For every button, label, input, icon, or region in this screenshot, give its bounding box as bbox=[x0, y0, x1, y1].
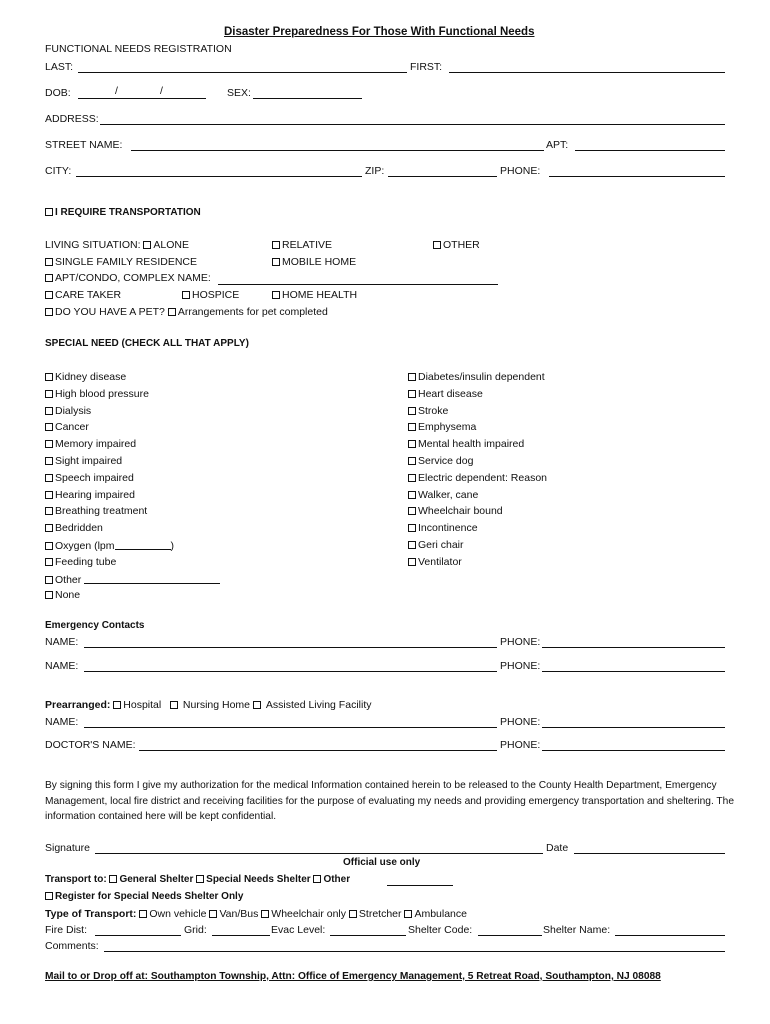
checkbox-icon[interactable] bbox=[170, 701, 178, 709]
need-label: Bedridden bbox=[55, 522, 103, 535]
signature-label: Signature bbox=[45, 842, 90, 854]
need-item[interactable] bbox=[45, 557, 116, 568]
need-item[interactable] bbox=[408, 406, 448, 417]
emergency-name-field[interactable] bbox=[84, 671, 497, 672]
need-item[interactable] bbox=[408, 389, 483, 400]
checkbox-icon[interactable] bbox=[408, 407, 416, 415]
street-field[interactable] bbox=[131, 150, 544, 151]
prearranged-phone-field[interactable] bbox=[542, 727, 725, 728]
transportation-label: I REQUIRE TRANSPORTATION bbox=[55, 207, 201, 218]
shelter-name-label: Shelter Name: bbox=[543, 924, 611, 936]
emergency-phone-label: PHONE: bbox=[500, 636, 541, 648]
need-label: Geri chair bbox=[418, 539, 464, 551]
home-health-label: HOME HEALTH bbox=[282, 289, 358, 301]
first-name-label: FIRST: bbox=[410, 61, 443, 73]
checkbox-icon[interactable] bbox=[408, 373, 416, 381]
mobile-home-option[interactable] bbox=[272, 257, 356, 268]
address-label: ADDRESS: bbox=[45, 113, 99, 125]
need-label: Emphysema bbox=[418, 421, 477, 434]
checkbox-icon[interactable] bbox=[404, 910, 412, 918]
other-need-field[interactable] bbox=[84, 574, 220, 584]
need-item[interactable] bbox=[45, 406, 91, 417]
checkbox-icon[interactable] bbox=[408, 423, 416, 431]
checkbox-icon[interactable] bbox=[113, 701, 121, 709]
last-name-label: LAST: bbox=[45, 61, 74, 73]
other-shelter-option: Other bbox=[323, 874, 351, 885]
other-shelter-field[interactable] bbox=[387, 885, 453, 886]
last-name-field[interactable] bbox=[78, 72, 407, 73]
register-special-needs-label: Register for Special Needs Shelter Only bbox=[55, 891, 244, 902]
pet-question: DO YOU HAVE A PET? bbox=[55, 306, 165, 318]
evac-level-label: Evac Level: bbox=[271, 924, 326, 936]
need-label: Diabetes/insulin dependent bbox=[418, 371, 545, 383]
emergency-phone-label: PHONE: bbox=[500, 660, 541, 672]
grid-field[interactable] bbox=[212, 935, 270, 936]
fire-dist-field[interactable] bbox=[95, 935, 181, 936]
zip-label: ZIP: bbox=[365, 165, 385, 177]
need-label: Other bbox=[55, 573, 82, 586]
need-label: Breathing treatment bbox=[55, 505, 148, 518]
hospice-option[interactable] bbox=[182, 290, 239, 301]
checkbox-icon[interactable] bbox=[45, 457, 53, 465]
oxygen-close-paren: ) bbox=[170, 540, 175, 552]
need-label: Heart disease bbox=[418, 387, 483, 400]
ambulance-option: Ambulance bbox=[414, 908, 467, 920]
need-item[interactable] bbox=[45, 540, 174, 552]
need-label: Incontinence bbox=[418, 522, 478, 535]
need-item[interactable] bbox=[408, 456, 473, 467]
shelter-code-label: Shelter Code: bbox=[408, 924, 473, 936]
need-item[interactable] bbox=[45, 439, 136, 450]
other-living-label: OTHER bbox=[443, 239, 480, 251]
signature-field[interactable] bbox=[95, 853, 543, 854]
prearranged-name-field[interactable] bbox=[84, 727, 497, 728]
checkbox-icon[interactable] bbox=[45, 390, 53, 398]
need-item[interactable] bbox=[45, 473, 134, 484]
dob-separator: / bbox=[160, 85, 163, 97]
checkbox-icon[interactable] bbox=[261, 910, 269, 918]
special-needs-shelter-option: Special Needs Shelter bbox=[206, 874, 311, 885]
dob-label: DOB: bbox=[45, 87, 71, 99]
checkbox-icon[interactable] bbox=[168, 308, 176, 316]
dob-field[interactable] bbox=[78, 98, 206, 99]
general-shelter-option: General Shelter bbox=[119, 874, 194, 885]
emergency-contacts-heading: Emergency Contacts bbox=[45, 620, 145, 631]
need-label: Service dog bbox=[418, 455, 474, 467]
checkbox-icon[interactable] bbox=[253, 701, 261, 709]
checkbox-icon[interactable] bbox=[272, 258, 280, 266]
transportation-option[interactable] bbox=[45, 208, 201, 218]
checkbox-icon[interactable] bbox=[139, 910, 147, 918]
checkbox-icon[interactable] bbox=[408, 440, 416, 448]
checkbox-icon[interactable] bbox=[408, 457, 416, 465]
need-item[interactable] bbox=[408, 422, 476, 433]
need-label: Hearing impaired bbox=[55, 488, 135, 501]
need-label: Electric dependent: Reason bbox=[418, 471, 547, 484]
emergency-name-field[interactable] bbox=[84, 647, 497, 648]
checkbox-icon[interactable] bbox=[45, 591, 53, 599]
checkbox-icon[interactable] bbox=[272, 291, 280, 299]
own-vehicle-option: Own vehicle bbox=[149, 908, 207, 920]
city-field[interactable] bbox=[76, 176, 362, 177]
need-label: Kidney disease bbox=[55, 371, 127, 383]
need-item[interactable] bbox=[408, 439, 524, 450]
checkbox-icon[interactable] bbox=[196, 875, 204, 883]
need-item[interactable] bbox=[408, 523, 478, 534]
nursing-home-option: Nursing Home bbox=[182, 699, 251, 711]
checkbox-icon[interactable] bbox=[109, 875, 117, 883]
evac-level-field[interactable] bbox=[330, 935, 406, 936]
home-health-option[interactable] bbox=[272, 290, 357, 301]
checkbox-icon[interactable] bbox=[45, 208, 53, 216]
need-label: Feeding tube bbox=[55, 555, 117, 568]
checkbox-icon[interactable] bbox=[349, 910, 357, 918]
need-item[interactable] bbox=[45, 590, 80, 601]
sex-field[interactable] bbox=[253, 98, 362, 99]
mail-to-line: Mail to or Drop off at: Southampton Township, Attn: Office of Emergency Management, 5 Retreat Road, Southampton, NJ 08088 bbox=[45, 971, 661, 982]
transport-to-label: Transport to: bbox=[45, 874, 107, 885]
need-item[interactable] bbox=[45, 456, 122, 467]
date-field[interactable] bbox=[574, 853, 725, 854]
registration-heading: FUNCTIONAL NEEDS REGISTRATION bbox=[45, 43, 232, 55]
fire-dist-label: Fire Dist: bbox=[45, 924, 87, 936]
other-living-option[interactable] bbox=[433, 240, 480, 251]
mobile-home-label: MOBILE HOME bbox=[282, 256, 357, 268]
emergency-phone-field[interactable] bbox=[542, 671, 725, 672]
need-item[interactable] bbox=[45, 389, 149, 400]
alone-option: ALONE bbox=[153, 239, 190, 251]
need-label: Stroke bbox=[418, 404, 449, 417]
assisted-living-option: Assisted Living Facility bbox=[265, 699, 372, 711]
need-item[interactable] bbox=[45, 523, 103, 534]
checkbox-icon[interactable] bbox=[408, 474, 416, 482]
checkbox-icon[interactable] bbox=[45, 274, 53, 282]
pet-row bbox=[45, 307, 328, 318]
single-family-label: SINGLE FAMILY RESIDENCE bbox=[55, 256, 197, 268]
special-need-heading: SPECIAL NEED (CHECK ALL THAT APPLY) bbox=[45, 338, 249, 349]
checkbox-icon[interactable] bbox=[45, 507, 53, 515]
checkbox-icon[interactable] bbox=[45, 524, 53, 532]
emergency-name-label: NAME: bbox=[45, 636, 79, 648]
checkbox-icon[interactable] bbox=[408, 491, 416, 499]
checkbox-icon[interactable] bbox=[143, 241, 151, 249]
need-item[interactable] bbox=[408, 372, 545, 383]
need-item[interactable] bbox=[408, 473, 547, 484]
emergency-name-label: NAME: bbox=[45, 660, 79, 672]
checkbox-icon[interactable] bbox=[408, 541, 416, 549]
transport-type-row bbox=[45, 909, 467, 920]
comments-label: Comments: bbox=[45, 940, 99, 952]
doctor-name-field[interactable] bbox=[139, 750, 497, 751]
dob-separator: / bbox=[115, 85, 118, 97]
date-label: Date bbox=[546, 842, 569, 854]
checkbox-icon[interactable] bbox=[45, 308, 53, 316]
care-taker-option[interactable] bbox=[45, 290, 121, 301]
need-item[interactable] bbox=[408, 506, 503, 517]
grid-label: Grid: bbox=[184, 924, 207, 936]
checkbox-icon[interactable] bbox=[45, 407, 53, 415]
need-item[interactable] bbox=[408, 540, 464, 551]
stretcher-option: Stretcher bbox=[358, 908, 402, 920]
shelter-code-field[interactable] bbox=[478, 935, 542, 936]
zip-field[interactable] bbox=[388, 176, 497, 177]
consent-paragraph: By signing this form I give my authorization for the medical Information contained herein to be released to the County Health Department, Emergency Management, local fire district and receiving facilities for the purpose of evaluating my needs and providing emergency transportation and sheltering. The information contained here will be kept confidential. bbox=[45, 780, 734, 822]
street-label: STREET NAME: bbox=[45, 139, 123, 151]
need-label: Mental health impaired bbox=[418, 438, 525, 451]
checkbox-icon[interactable] bbox=[45, 440, 53, 448]
apt-condo-option[interactable] bbox=[45, 273, 211, 284]
need-label: Walker, cane bbox=[418, 488, 479, 501]
apt-label: APT: bbox=[546, 139, 569, 151]
checkbox-icon[interactable] bbox=[272, 241, 280, 249]
checkbox-icon[interactable] bbox=[182, 291, 190, 299]
hospital-option: Hospital bbox=[123, 699, 162, 711]
official-use-heading: Official use only bbox=[343, 857, 421, 868]
address-field[interactable] bbox=[100, 124, 725, 125]
checkbox-icon[interactable] bbox=[45, 258, 53, 266]
first-name-field[interactable] bbox=[449, 72, 725, 73]
need-label: Memory impaired bbox=[55, 438, 137, 451]
prearranged-name-label: NAME: bbox=[45, 716, 79, 728]
doctor-phone-label: PHONE: bbox=[500, 739, 541, 751]
need-label: None bbox=[55, 589, 81, 602]
living-situation-row bbox=[45, 240, 189, 251]
checkbox-icon[interactable] bbox=[45, 373, 53, 381]
need-label: Oxygen (lpm bbox=[55, 540, 115, 552]
transport-type-label: Type of Transport: bbox=[45, 908, 137, 920]
checkbox-icon[interactable] bbox=[313, 875, 321, 883]
need-label: Dialysis bbox=[55, 404, 92, 417]
sex-label: SEX: bbox=[227, 87, 251, 99]
living-situation-label: LIVING SITUATION: bbox=[45, 239, 141, 251]
checkbox-icon[interactable] bbox=[45, 423, 53, 431]
single-family-option[interactable] bbox=[45, 257, 197, 268]
need-label: Speech impaired bbox=[55, 471, 134, 484]
checkbox-icon[interactable] bbox=[408, 524, 416, 532]
prearranged-label: Prearranged: bbox=[45, 699, 111, 711]
need-label: Sight impaired bbox=[55, 455, 123, 467]
complex-name-field[interactable] bbox=[218, 284, 498, 285]
need-item[interactable] bbox=[408, 557, 462, 568]
checkbox-icon[interactable] bbox=[408, 558, 416, 566]
checkbox-icon[interactable] bbox=[45, 576, 53, 584]
oxygen-lpm-field[interactable] bbox=[115, 540, 171, 550]
comments-field[interactable] bbox=[104, 951, 725, 952]
register-special-needs-option[interactable] bbox=[45, 892, 243, 902]
checkbox-icon[interactable] bbox=[433, 241, 441, 249]
checkbox-icon[interactable] bbox=[408, 507, 416, 515]
pet-arrangements-label: Arrangements for pet completed bbox=[177, 306, 328, 318]
checkbox-icon[interactable] bbox=[45, 558, 53, 566]
hospice-label: HOSPICE bbox=[192, 289, 240, 301]
van-bus-option: Van/Bus bbox=[219, 908, 259, 920]
apt-condo-label: APT/CONDO, COMPLEX NAME: bbox=[55, 272, 211, 284]
relative-label: RELATIVE bbox=[282, 239, 332, 251]
form-title: Disaster Preparedness For Those With Functional Needs bbox=[224, 26, 535, 38]
doctor-phone-field[interactable] bbox=[542, 750, 725, 751]
checkbox-icon[interactable] bbox=[45, 474, 53, 482]
need-label: Ventilator bbox=[418, 555, 462, 568]
phone-label: PHONE: bbox=[500, 165, 541, 177]
checkbox-icon[interactable] bbox=[45, 892, 53, 900]
need-item[interactable] bbox=[408, 490, 478, 501]
emergency-phone-field[interactable] bbox=[542, 647, 725, 648]
doctor-name-label: DOCTOR'S NAME: bbox=[45, 739, 136, 751]
need-label: High blood pressure bbox=[55, 387, 149, 400]
transport-to-row bbox=[45, 875, 350, 885]
checkbox-icon[interactable] bbox=[45, 542, 53, 550]
prearranged-row bbox=[45, 700, 371, 711]
need-item[interactable] bbox=[45, 372, 126, 383]
care-taker-label: CARE TAKER bbox=[55, 289, 122, 301]
phone-field[interactable] bbox=[549, 176, 725, 177]
prearranged-phone-label: PHONE: bbox=[500, 716, 541, 728]
relative-option[interactable] bbox=[272, 240, 332, 251]
checkbox-icon[interactable] bbox=[209, 910, 217, 918]
checkbox-icon[interactable] bbox=[408, 390, 416, 398]
shelter-name-field[interactable] bbox=[615, 935, 725, 936]
apt-field[interactable] bbox=[575, 150, 725, 151]
checkbox-icon[interactable] bbox=[45, 291, 53, 299]
checkbox-icon[interactable] bbox=[45, 491, 53, 499]
need-item[interactable] bbox=[45, 574, 220, 586]
need-item[interactable] bbox=[45, 490, 135, 501]
need-item[interactable] bbox=[45, 506, 147, 517]
need-label: Cancer bbox=[55, 421, 89, 434]
need-item[interactable] bbox=[45, 422, 89, 433]
wheelchair-only-option: Wheelchair only bbox=[271, 908, 346, 920]
city-label: CITY: bbox=[45, 165, 72, 177]
need-label: Wheelchair bound bbox=[418, 505, 503, 518]
